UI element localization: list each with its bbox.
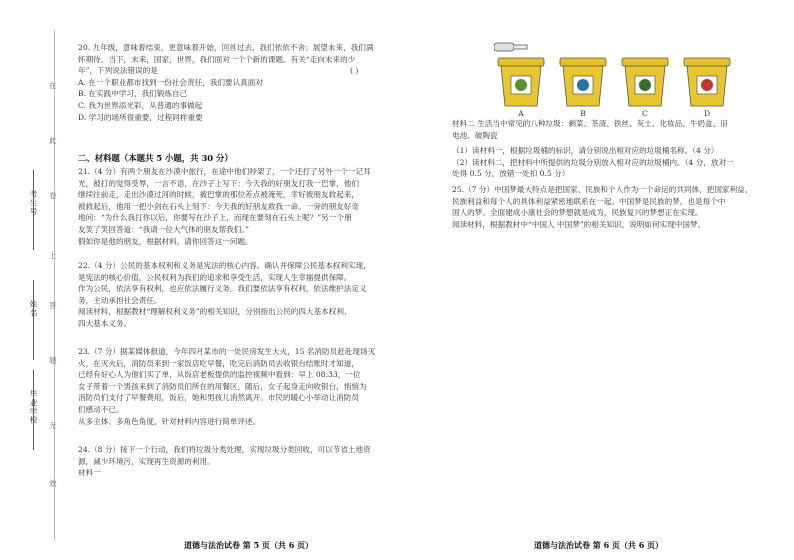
text-line: 女子带着一个男孩来到了消防员们所在的用餐区，随后，女子起身走向收银台，悄悄为 xyxy=(78,381,367,391)
name-blank xyxy=(33,280,34,360)
question-20 xyxy=(78,42,373,123)
text-line: 处得 0.5 分，放错一处扣 0.5 分） xyxy=(452,169,570,179)
text-line: 民族利益和每个人的具体利益紧密地联系在一起。中国梦是民族的梦，也是每个中 xyxy=(452,196,726,206)
trash-bin-icon xyxy=(682,56,732,108)
text-line: 年”，下列说法错误的是 xyxy=(78,66,158,76)
trash-bin-icon xyxy=(620,56,670,108)
text-line: 源，减少环境污，实现再生资源的利用。 xyxy=(78,456,215,466)
seal-char: 效 xyxy=(49,479,57,488)
text-line: 火，在灭火后，消防员来到一家饭店吃早餐，吃完后消防员去收银台结账时才知道， xyxy=(78,358,359,368)
trash-bin-b xyxy=(558,56,608,120)
text-line: 22.（4 分）公民的基本权利和义务是宪法的核心内容。确认并保障公民基本权利实现， xyxy=(78,261,371,270)
left-footer: 道德与法治试卷 第 5 页（共 6 页） xyxy=(184,540,314,550)
bin-letter: C xyxy=(642,109,648,118)
answer-paren: ( ) xyxy=(350,66,359,75)
text-line: 从多主体、多角色角度，针对材料内容进行简单评述。 xyxy=(78,416,261,426)
text-line: B. 在实践中学习，我们锻炼自己 xyxy=(78,89,188,99)
trash-bin-a xyxy=(496,56,546,120)
trash-bin-icon xyxy=(558,56,608,108)
question-24-subquestions xyxy=(452,145,734,180)
seal-char: 无 xyxy=(49,421,57,430)
left-page xyxy=(60,0,410,560)
binding-line xyxy=(54,30,55,540)
text-line: 地问：“为什么我打你以后，你要写在沙子上，而现在要刻在石头上呢？”另一个朋 xyxy=(78,213,352,223)
exam-number-blank xyxy=(33,170,34,250)
text-line: （2）读材料二，把材料中所提供的垃圾分别放入相对应的垃圾桶内。（4 分，放对一 xyxy=(452,157,734,167)
material-2 xyxy=(452,118,728,141)
text-line: A. 在一个职业都市找到一份社会责任，我们要认真面对 xyxy=(78,77,263,87)
bin-letter: A xyxy=(518,109,524,118)
text-line: 24.（8 分）接下一个行动，我们将垃圾分类处理，实现垃圾分类回收，可以节省土地资 xyxy=(78,445,371,454)
text-line: 四大基本义务。 xyxy=(78,318,132,328)
question-22 xyxy=(78,260,371,330)
text-line: 阅读材料，根据教材中“中国人 中国梦”的相关知识，说明如何实现中国梦。 xyxy=(452,219,706,229)
text-line: 已经有好心人为他们买了单，从饭店老板提供的监控视频中看到：早上 08:33，一位 xyxy=(78,370,361,380)
text-line: 国人的梦。全面建成小康社会的梦想就是成为，民族复兴的梦想正在实现。 xyxy=(452,208,703,218)
trash-bin-d xyxy=(682,56,732,120)
hand-pointer-icon xyxy=(494,41,528,53)
text-line: 作为公民，依法享有权利，也应依法履行义务。我们要依法享有权利，依法维护法定义 xyxy=(78,284,367,294)
text-line: 20. 九年级，意味着结束，更意味着开始，回首过去，我们依依不舍；展望未来，我们满 xyxy=(78,43,374,52)
text-line: 务，主动承担社会责任。 xyxy=(78,295,162,305)
text-line: 怀期待。当下，未来，国家，世界，我们面对一个个新的课题。有关“走向未来的少 xyxy=(78,54,356,64)
question-21 xyxy=(78,166,371,247)
seal-char: 上 xyxy=(49,251,57,260)
seal-char: 此 xyxy=(49,136,57,145)
trash-bin-icon xyxy=(496,56,546,108)
text-line: 电池、破陶瓷 xyxy=(452,130,498,140)
text-line: 材料一 xyxy=(78,468,101,478)
question-23 xyxy=(78,346,375,427)
question-25 xyxy=(452,184,752,230)
exam-number-label: 考生号 xyxy=(29,190,38,216)
text-line: 友笑了笑回答道：“我请一位大气体的朋友帮我们。” xyxy=(78,224,250,234)
text-line: 被救起后，他用一把小剑在石头上刻下：今天我的好朋友救我一命。一旁的朋友好奇 xyxy=(78,201,359,211)
question-24 xyxy=(78,444,371,479)
trash-bins xyxy=(496,56,726,120)
text-line: （1）读材料一，根据垃圾桶的标识，请分别说出相对应的垃圾桶名称。（4 分） xyxy=(452,146,719,155)
text-line: 光，被打的觉得受辱，一言不语，在沙子上写下：今天我的好朋友打我一巴掌，他们 xyxy=(78,178,359,188)
text-line: C. 我为世界添光彩，从普通的事做起 xyxy=(78,100,203,110)
bin-letter: D xyxy=(703,109,711,118)
trash-bin-c xyxy=(620,56,670,120)
text-line: 阅读材料，根据教材“理解权利义务”的相关知识，分别指出公民的四大基本权利、 xyxy=(78,307,352,317)
seal-char: 答 xyxy=(49,301,57,310)
school-label: 毕业学校 xyxy=(29,390,38,425)
text-line: 们感动不已。 xyxy=(78,404,124,414)
right-footer: 道德与法治试卷 第 6 页（共 6 页） xyxy=(534,540,664,550)
text-line: 21.（4 分）有两个朋友在沙漠中旅行，在途中他们吵架了，一个还打了另外一个一记耳 xyxy=(78,167,371,176)
bin-letter: B xyxy=(580,109,586,118)
text-line: 继续往前走，走出沙漠过河的时候，被巴掌的那位差点被淹死，幸好被朋友救起来， xyxy=(78,190,359,200)
section-2-title: 二、材料题（本题共 5 小题，共 30 分） xyxy=(78,153,233,163)
text-line: 假如你是他的朋友，根据材料，请你回答这一问题。 xyxy=(78,236,253,246)
seal-char: 题 xyxy=(49,356,57,365)
seal-char: 卷 xyxy=(49,191,57,200)
text-line: 材料二 生活当中常见的八种垃圾：剩菜、茶渣、铁丝、灰土、化妆品、牛奶盒、旧 xyxy=(452,119,728,128)
text-line: 25.（7 分）中国梦最大特点是把国家、民族和个人作为一个命运的共同体，把国家利益、 xyxy=(452,185,753,194)
text-line: 消防员们支付了早餐费用，饭后，她和男孩儿消然离开。市民的暖心小举动让消防员 xyxy=(78,393,359,403)
school-blank xyxy=(33,370,34,450)
seal-char: 在 xyxy=(49,81,57,90)
text-line: D. 学习的场所很重要，过程同样重要 xyxy=(78,112,203,122)
name-label: 姓名 xyxy=(29,300,38,318)
text-line: 23.（7 分）据某媒体报道，今年四月某市的一处民房发生大火，15 名消防员赶赴现场灭 xyxy=(78,347,376,356)
text-line: 是宪法的核心价值，公民权利为我们的追求和享受生活，实现人生幸福提供保障。 xyxy=(78,272,352,282)
right-page xyxy=(430,0,780,560)
